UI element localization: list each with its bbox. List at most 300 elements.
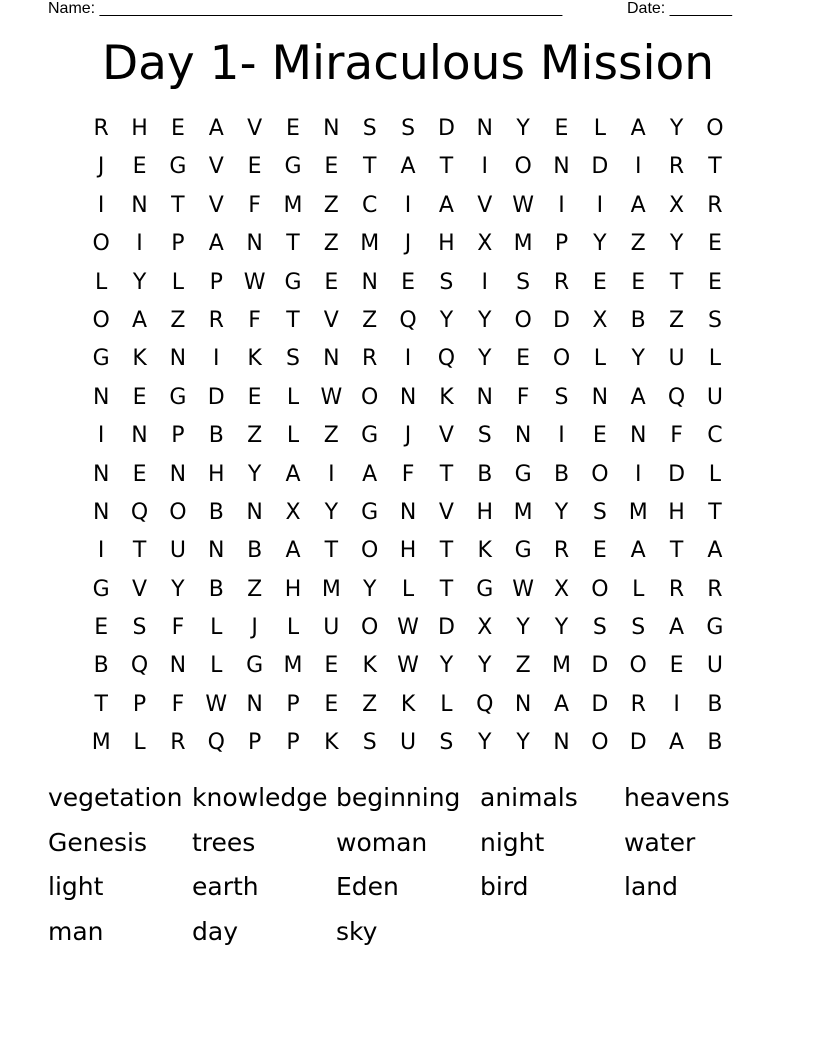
grid-letter: Z bbox=[247, 576, 263, 602]
grid-letter: B bbox=[630, 307, 646, 333]
grid-letter: M bbox=[283, 653, 303, 679]
grid-letter: I bbox=[558, 423, 565, 449]
grid-letter: N bbox=[361, 269, 378, 295]
grid-letter: N bbox=[131, 192, 148, 218]
grid-letter: N bbox=[476, 384, 493, 410]
word-list-item: knowledge bbox=[192, 783, 328, 812]
grid-letter: N bbox=[131, 423, 148, 449]
grid-letter: I bbox=[213, 346, 220, 372]
grid-letter: D bbox=[437, 615, 455, 641]
grid-letter: E bbox=[516, 346, 531, 372]
grid-letter: O bbox=[514, 154, 532, 180]
grid-letter: A bbox=[630, 116, 646, 141]
grid-letter: O bbox=[629, 653, 647, 679]
grid-letter: Z bbox=[323, 192, 339, 218]
grid-letter: I bbox=[634, 154, 642, 180]
grid-letter: N bbox=[246, 231, 263, 257]
grid-letter: S bbox=[707, 307, 722, 333]
grid-letter: X bbox=[285, 499, 301, 525]
grid-letter: I bbox=[558, 192, 565, 218]
grid-letter: P bbox=[171, 231, 185, 257]
grid-letter: B bbox=[707, 691, 723, 717]
grid-letter: E bbox=[94, 615, 109, 641]
grid-letter: N bbox=[591, 384, 609, 410]
grid-row bbox=[82, 571, 734, 609]
grid-letter: T bbox=[439, 154, 454, 180]
grid-letter: K bbox=[362, 653, 377, 679]
grid-letter: A bbox=[630, 538, 646, 564]
grid-letter: Q bbox=[476, 691, 494, 717]
grid-letter: X bbox=[477, 615, 493, 641]
grid-letter: O bbox=[169, 499, 187, 525]
grid-letter: E bbox=[170, 116, 185, 141]
grid-letter: F bbox=[516, 384, 530, 410]
grid-letter: T bbox=[324, 538, 339, 564]
grid-letter: G bbox=[92, 346, 110, 372]
grid-letter: I bbox=[97, 192, 105, 218]
grid-letter: Z bbox=[323, 231, 339, 257]
grid-letter: L bbox=[401, 576, 415, 602]
word-list-item: heavens bbox=[624, 783, 730, 812]
grid-letter: L bbox=[133, 730, 146, 756]
grid-letter: E bbox=[132, 154, 147, 180]
grid-letter: R bbox=[553, 538, 570, 564]
grid-letter: G bbox=[476, 576, 494, 602]
grid-letter: I bbox=[136, 231, 143, 257]
grid-letter: V bbox=[132, 576, 148, 602]
grid-letter: J bbox=[97, 154, 105, 180]
grid-letter: E bbox=[247, 154, 262, 180]
word-list-item: land bbox=[624, 872, 678, 902]
grid-row bbox=[82, 379, 734, 417]
grid-letter: C bbox=[707, 423, 723, 449]
name-field-line: Name: ____________________________________________________ bbox=[48, 0, 563, 17]
grid-letter: R bbox=[630, 691, 646, 717]
grid-letter: Z bbox=[630, 231, 646, 257]
grid-letter: A bbox=[669, 615, 685, 641]
grid-letter: T bbox=[439, 461, 454, 487]
grid-letter: D bbox=[629, 730, 647, 756]
grid-letter: N bbox=[323, 116, 340, 141]
grid-letter: A bbox=[707, 538, 723, 564]
grid-letter: J bbox=[404, 423, 412, 449]
grid-letter: M bbox=[91, 730, 111, 756]
grid-letter: S bbox=[132, 615, 147, 641]
grid-letter: L bbox=[286, 615, 300, 641]
grid-letter: T bbox=[94, 691, 108, 717]
word-list-item: beginning bbox=[336, 783, 461, 812]
grid-letter: V bbox=[438, 499, 454, 525]
grid-letter: B bbox=[208, 499, 224, 525]
grid-letter: N bbox=[553, 730, 570, 756]
grid-letter: P bbox=[171, 423, 185, 449]
word-list-item: trees bbox=[192, 827, 256, 857]
word-list-item: Eden bbox=[336, 872, 399, 902]
grid-letter: O bbox=[591, 461, 609, 487]
grid-letter: E bbox=[324, 269, 339, 295]
grid-letter: U bbox=[706, 653, 723, 679]
grid-letter: E bbox=[324, 691, 339, 717]
grid-letter: Y bbox=[324, 499, 339, 525]
grid-letter: L bbox=[210, 615, 223, 641]
grid-letter: Y bbox=[478, 307, 492, 333]
grid-letter: R bbox=[668, 576, 685, 602]
grid-letter: X bbox=[477, 231, 493, 257]
grid-letter: Z bbox=[669, 307, 685, 333]
grid-letter: Z bbox=[323, 423, 339, 449]
grid-letter: I bbox=[634, 461, 642, 487]
grid-letter: E bbox=[324, 653, 339, 679]
grid-letter: N bbox=[514, 423, 532, 449]
grid-letter: X bbox=[592, 307, 608, 333]
grid-letter: Y bbox=[516, 615, 530, 641]
grid-letter: E bbox=[286, 116, 300, 141]
grid-letter: E bbox=[707, 269, 722, 295]
grid-letter: V bbox=[438, 423, 454, 449]
word-search-grid bbox=[82, 110, 734, 763]
grid-letter: O bbox=[552, 346, 571, 372]
grid-letter: W bbox=[397, 653, 419, 679]
grid-letter: Q bbox=[437, 346, 456, 372]
grid-letter: N bbox=[208, 538, 225, 564]
grid-letter: M bbox=[513, 231, 533, 257]
grid-letter: I bbox=[97, 423, 105, 449]
grid-letter: R bbox=[707, 192, 723, 218]
grid-letter: O bbox=[514, 307, 532, 333]
grid-letter: K bbox=[324, 730, 339, 756]
grid-letter: N bbox=[169, 346, 187, 372]
grid-letter: G bbox=[361, 499, 379, 525]
grid-letter: N bbox=[399, 384, 417, 410]
grid-letter: Y bbox=[516, 116, 530, 141]
grid-letter: N bbox=[246, 691, 263, 717]
grid-letter: A bbox=[285, 461, 301, 487]
grid-letter: B bbox=[553, 461, 570, 487]
grid-letter: A bbox=[400, 154, 416, 180]
grid-letter: Q bbox=[130, 653, 149, 679]
grid-letter: V bbox=[323, 307, 339, 333]
grid-letter: D bbox=[553, 307, 570, 333]
grid-letter: L bbox=[593, 346, 606, 372]
grid-letter: K bbox=[132, 346, 147, 372]
grid-letter: R bbox=[668, 154, 685, 180]
grid-letter: F bbox=[171, 691, 185, 717]
grid-letter: W bbox=[205, 691, 228, 717]
grid-letter: E bbox=[669, 653, 684, 679]
grid-letter: V bbox=[208, 192, 224, 218]
grid-letter: E bbox=[554, 116, 569, 141]
grid-letter: B bbox=[477, 461, 493, 487]
grid-letter: X bbox=[669, 192, 685, 218]
grid-letter: E bbox=[324, 154, 339, 180]
grid-letter: F bbox=[670, 423, 683, 449]
grid-letter: P bbox=[132, 691, 147, 717]
word-list-item: Genesis bbox=[48, 827, 147, 857]
word-list-item: water bbox=[624, 827, 696, 857]
grid-letter: Y bbox=[132, 269, 147, 295]
grid-letter: H bbox=[207, 461, 225, 487]
grid-letter: H bbox=[668, 499, 685, 525]
grid-letter: E bbox=[132, 461, 147, 487]
grid-letter: Y bbox=[554, 499, 569, 525]
grid-letter: M bbox=[552, 653, 571, 679]
grid-letter: S bbox=[516, 269, 531, 295]
grid-letter: W bbox=[320, 384, 343, 410]
grid-letter: I bbox=[328, 461, 335, 487]
grid-letter: K bbox=[439, 384, 454, 410]
grid-letter: P bbox=[247, 730, 262, 756]
grid-letter: G bbox=[169, 154, 187, 180]
grid-letter: T bbox=[132, 538, 147, 564]
grid-row bbox=[82, 340, 734, 378]
grid-letter: F bbox=[171, 615, 185, 641]
grid-letter: M bbox=[321, 576, 341, 602]
grid-letter: V bbox=[208, 154, 224, 180]
grid-letter: N bbox=[476, 116, 493, 141]
grid-letter: O bbox=[591, 576, 609, 602]
grid-letter: W bbox=[512, 192, 535, 218]
grid-letter: S bbox=[362, 116, 377, 141]
grid-letter: Z bbox=[362, 307, 378, 333]
grid-letter: R bbox=[553, 269, 570, 295]
grid-letter: B bbox=[208, 576, 224, 602]
grid-row bbox=[82, 417, 734, 455]
grid-letter: Y bbox=[669, 116, 684, 141]
grid-letter: N bbox=[514, 691, 532, 717]
grid-row bbox=[82, 647, 734, 685]
grid-letter: S bbox=[554, 384, 569, 410]
grid-letter: I bbox=[481, 269, 489, 295]
grid-letter: R bbox=[707, 576, 723, 602]
grid-letter: U bbox=[400, 730, 417, 756]
grid-letter: Y bbox=[516, 730, 530, 756]
grid-letter: E bbox=[631, 269, 646, 295]
grid-letter: I bbox=[404, 192, 412, 218]
grid-letter: D bbox=[591, 154, 609, 180]
grid-letter: I bbox=[404, 346, 412, 372]
grid-letter: I bbox=[596, 192, 604, 218]
grid-letter: Y bbox=[554, 615, 569, 641]
grid-letter: K bbox=[400, 691, 416, 717]
grid-letter: Y bbox=[593, 231, 607, 257]
grid-letter: G bbox=[92, 576, 110, 602]
grid-letter: C bbox=[362, 192, 378, 218]
grid-letter: E bbox=[132, 384, 147, 410]
grid-letter: L bbox=[95, 269, 108, 295]
grid-letter: Y bbox=[478, 346, 492, 372]
grid-letter: G bbox=[284, 269, 302, 295]
grid-row bbox=[82, 532, 734, 570]
grid-letter: D bbox=[591, 653, 609, 679]
grid-letter: N bbox=[169, 653, 187, 679]
grid-letter: E bbox=[592, 423, 607, 449]
grid-letter: F bbox=[248, 307, 261, 333]
grid-row bbox=[82, 187, 734, 225]
grid-letter: D bbox=[437, 116, 455, 141]
grid-letter: L bbox=[440, 691, 453, 717]
grid-row bbox=[82, 264, 734, 302]
grid-letter: N bbox=[629, 423, 647, 449]
word-list-item: earth bbox=[192, 872, 259, 902]
grid-letter: E bbox=[592, 538, 607, 564]
grid-letter: P bbox=[286, 691, 300, 717]
grid-row bbox=[82, 225, 734, 263]
grid-letter: H bbox=[284, 576, 302, 602]
grid-letter: S bbox=[592, 499, 607, 525]
grid-letter: Z bbox=[515, 653, 531, 679]
word-list bbox=[48, 778, 768, 957]
grid-letter: Y bbox=[439, 653, 454, 679]
grid-letter: O bbox=[361, 384, 379, 410]
grid-row bbox=[82, 302, 734, 340]
grid-letter: A bbox=[285, 538, 301, 564]
grid-letter: T bbox=[439, 576, 454, 602]
grid-letter: L bbox=[286, 423, 300, 449]
grid-letter: L bbox=[171, 269, 185, 295]
grid-letter: S bbox=[439, 730, 454, 756]
grid-letter: E bbox=[592, 269, 607, 295]
grid-letter: O bbox=[92, 231, 110, 257]
grid-letter: K bbox=[247, 346, 262, 372]
grid-letter: Y bbox=[362, 576, 377, 602]
page-title: Day 1- Miraculous Mission bbox=[101, 36, 715, 91]
grid-letter: L bbox=[708, 461, 722, 487]
grid-letter: A bbox=[630, 384, 646, 410]
grid-letter: N bbox=[92, 384, 110, 410]
grid-letter: P bbox=[554, 231, 569, 257]
grid-letter: O bbox=[706, 116, 724, 141]
grid-letter: Y bbox=[631, 346, 645, 372]
date-field-line: Date: _______ bbox=[627, 0, 732, 17]
grid-letter: I bbox=[97, 538, 105, 564]
grid-letter: A bbox=[362, 461, 378, 487]
grid-letter: O bbox=[591, 730, 609, 756]
grid-letter: Z bbox=[170, 307, 186, 333]
grid-letter: Z bbox=[362, 691, 378, 717]
grid-letter: U bbox=[323, 615, 340, 641]
grid-letter: R bbox=[170, 730, 186, 756]
grid-letter: H bbox=[438, 231, 455, 257]
grid-letter: O bbox=[361, 615, 379, 641]
grid-row bbox=[82, 148, 734, 186]
grid-letter: W bbox=[397, 615, 419, 641]
grid-letter: J bbox=[404, 231, 412, 257]
grid-letter: Q bbox=[667, 384, 686, 410]
grid-letter: N bbox=[92, 461, 110, 487]
grid-letter: P bbox=[209, 269, 223, 295]
grid-letter: L bbox=[708, 346, 722, 372]
grid-letter: Z bbox=[247, 423, 263, 449]
grid-letter: R bbox=[93, 116, 109, 141]
grid-letter: Y bbox=[669, 231, 684, 257]
grid-letter: N bbox=[553, 154, 570, 180]
word-list-item: sky bbox=[336, 917, 378, 947]
grid-letter: T bbox=[362, 154, 377, 180]
grid-letter: D bbox=[668, 461, 686, 487]
grid-row bbox=[82, 609, 734, 647]
grid-letter: U bbox=[706, 384, 723, 410]
word-list-item: night bbox=[480, 827, 545, 857]
grid-letter: A bbox=[208, 116, 224, 141]
grid-letter: N bbox=[246, 499, 263, 525]
grid-letter: G bbox=[246, 653, 264, 679]
grid-letter: H bbox=[399, 538, 417, 564]
grid-letter: T bbox=[286, 231, 300, 257]
grid-letter: W bbox=[512, 576, 535, 602]
grid-letter: T bbox=[439, 538, 454, 564]
grid-letter: Y bbox=[171, 576, 185, 602]
grid-letter: G bbox=[361, 423, 379, 449]
grid-letter: I bbox=[673, 691, 680, 717]
grid-letter: S bbox=[631, 615, 646, 641]
grid-letter: Q bbox=[399, 307, 417, 333]
grid-letter: O bbox=[361, 538, 379, 564]
grid-letter: S bbox=[401, 116, 416, 141]
grid-letter: T bbox=[669, 538, 684, 564]
grid-letter: E bbox=[707, 231, 722, 257]
grid-letter: A bbox=[553, 691, 570, 717]
grid-letter: L bbox=[632, 576, 645, 602]
grid-letter: Q bbox=[207, 730, 225, 756]
grid-letter: U bbox=[668, 346, 685, 372]
grid-letter: V bbox=[247, 116, 263, 141]
grid-letter: J bbox=[251, 615, 258, 641]
grid-letter: D bbox=[207, 384, 225, 410]
grid-letter: G bbox=[169, 384, 187, 410]
grid-letter: G bbox=[706, 615, 724, 641]
grid-letter: L bbox=[593, 116, 606, 141]
grid-letter: A bbox=[630, 192, 646, 218]
grid-letter: M bbox=[513, 499, 533, 525]
grid-letter: Y bbox=[478, 730, 492, 756]
grid-letter: O bbox=[92, 307, 110, 333]
grid-letter: G bbox=[514, 461, 532, 487]
grid-letter: D bbox=[591, 691, 609, 717]
grid-letter: B bbox=[247, 538, 263, 564]
grid-letter: Y bbox=[478, 653, 492, 679]
grid-letter: P bbox=[286, 730, 300, 756]
grid-letter: M bbox=[628, 499, 648, 525]
grid-letter: I bbox=[481, 154, 489, 180]
grid-row bbox=[82, 724, 734, 762]
grid-letter: B bbox=[93, 653, 109, 679]
grid-letter: E bbox=[401, 269, 415, 295]
grid-letter: L bbox=[210, 653, 223, 679]
grid-letter: A bbox=[208, 231, 224, 257]
grid-letter: T bbox=[286, 307, 300, 333]
grid-row bbox=[82, 494, 734, 532]
word-list-item: man bbox=[48, 917, 104, 947]
grid-letter: N bbox=[399, 499, 417, 525]
grid-letter: T bbox=[708, 154, 722, 180]
grid-letter: F bbox=[248, 192, 261, 218]
grid-letter: T bbox=[171, 192, 185, 218]
grid-letter: K bbox=[477, 538, 492, 564]
grid-letter: X bbox=[553, 576, 570, 602]
grid-letter: Q bbox=[130, 499, 149, 525]
grid-letter: S bbox=[285, 346, 300, 372]
grid-row bbox=[82, 456, 734, 494]
word-list-item: animals bbox=[480, 783, 578, 812]
grid-letter: B bbox=[208, 423, 224, 449]
grid-letter: R bbox=[362, 346, 378, 372]
word-list-item: light bbox=[48, 872, 104, 902]
grid-letter: V bbox=[477, 192, 493, 218]
word-list-item: vegetation bbox=[48, 783, 183, 812]
grid-letter: F bbox=[401, 461, 415, 487]
grid-letter: N bbox=[323, 346, 340, 372]
word-list-item: day bbox=[192, 917, 238, 947]
